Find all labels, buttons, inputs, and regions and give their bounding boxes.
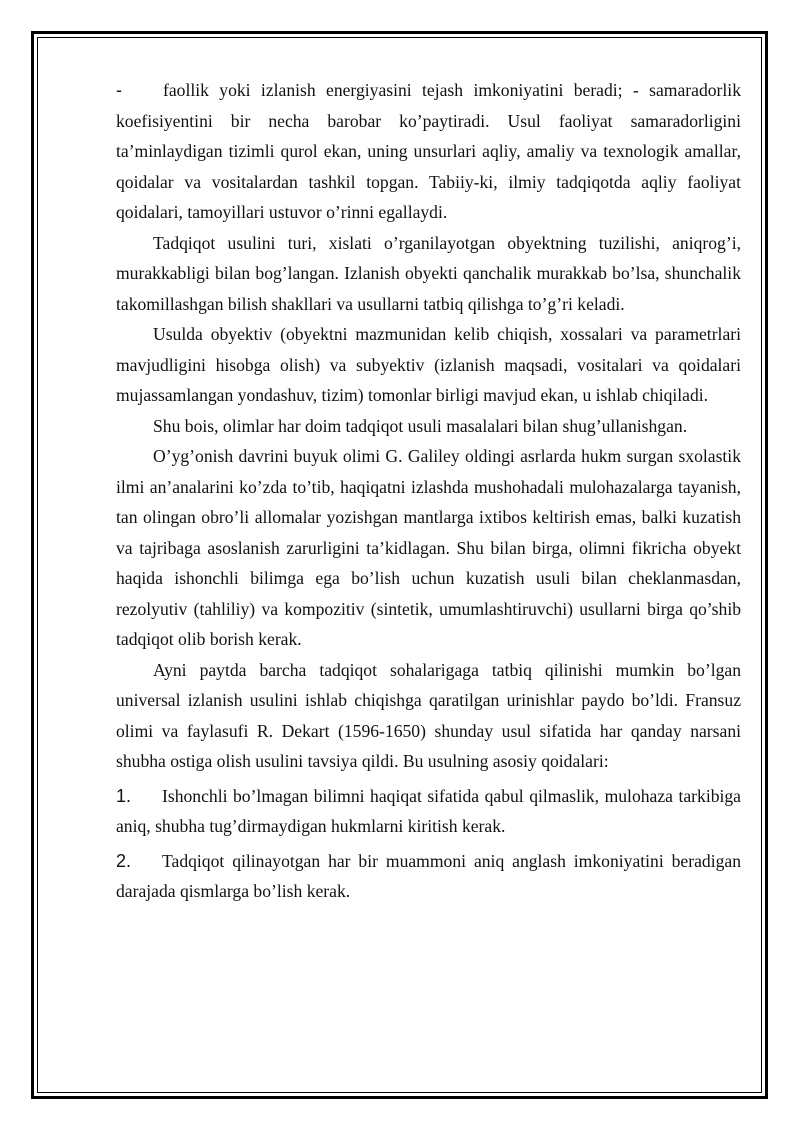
list-item-2 bbox=[116, 846, 741, 907]
list-number-2: 2. bbox=[116, 850, 132, 871]
paragraph-4: Shu bois, olimlar har doim tadqiqot usuli masalalari bilan shug’ullanishgan. bbox=[153, 415, 688, 436]
list-item-2-text: Tadqiqot qilinayotgan har bir muammoni aniq anglash imkoniyatini beradigan darajada qismlarga bo’lish kerak. bbox=[116, 850, 741, 901]
paragraph-1 bbox=[116, 75, 741, 228]
paragraph-2: Tadqiqot usulini turi, xislati o’rganilayotgan obyektning tuzilishi, aniqrog’i, murakkabligi bilan bog’langan. Izlanish obyekti qanchalik murakkab bo’lsa, shunchalik takomillashgan bilish shakllari va usullarni tatbiq qilishga to’g’ri keladi. bbox=[116, 232, 741, 314]
dash-bullet: - bbox=[116, 80, 122, 100]
list-item-1 bbox=[116, 781, 741, 842]
document-body bbox=[116, 75, 741, 907]
list-number-1: 1. bbox=[116, 785, 132, 806]
paragraph-3: Usulda obyektiv (obyektni mazmunidan kelib chiqish, xossalari va parametrlari mavjudligini hisobga olish) va subyektiv (izlanish maqsadi, vositalari va qoidalari mujassamlangan yondashuv, tizim) tomonlar birligi mavjud ekan, u ishlab chiqiladi. bbox=[116, 324, 741, 405]
paragraph-5: O’yg’onish davrini buyuk olimi G. Galiley oldingi asrlarda hukm surgan sxolastik ilmi an’analarini ko’zda to’tib, haqiqatni izlashda mushohadali mulohazalarga tayanish, tan olingan obro’li allomalar yozishgan mantlarga ixtibos keltirish emas, balki kuzatish va tajribaga asoslanish zarurligini ta’kidlagan. Shu bilan birga, olimni fikricha obyekt haqida ishonchli bilimga ega bo’lish uchun kuzatish usuli bilan cheklanmasdan, rezolyutiv (tahliliy) va kompozitiv (sintetik, umumlashtiruvchi) usullarni birga qo’shib tadqiqot olib borish kerak. bbox=[116, 446, 741, 649]
paragraph-1-text: faollik yoki izlanish energiyasini tejash imkoniyatini beradi; - samaradorlik koefisiyentini bir necha barobar ko’paytiradi. Usul faoliyat samaradorligini ta’minlaydigan tizimli qurol ekan, uning unsurlari aqliy, amaliy va texnologik amallar, qoidalar va vositalardan tashkil topgan. Tabiiy-ki, ilmiy tadqiqotda aqliy faoliyat qoidalari, tamoyillari ustuvor o’rinni egallaydi. bbox=[116, 80, 741, 222]
paragraph-6: Ayni paytda barcha tadqiqot sohalarigaga tatbiq qilinishi mumkin bo’lgan universal izlanish usulini ishlab chiqishga qaratilgan urinishlar paydo bo’ldi. Fransuz olimi va faylasufi R. Dekart (1596-1650) shunday usul sifatida har qanday narsani shubha ostiga olish usulini tavsiya qildi. Bu usulning asosiy qoidalari: bbox=[116, 659, 741, 771]
list-item-1-text: Ishonchli bo’lmagan bilimni haqiqat sifatida qabul qilmaslik, mulohaza tarkibiga aniq, shubha tug’dirmaydigan hukmlarni kiritish kerak. bbox=[116, 785, 741, 836]
